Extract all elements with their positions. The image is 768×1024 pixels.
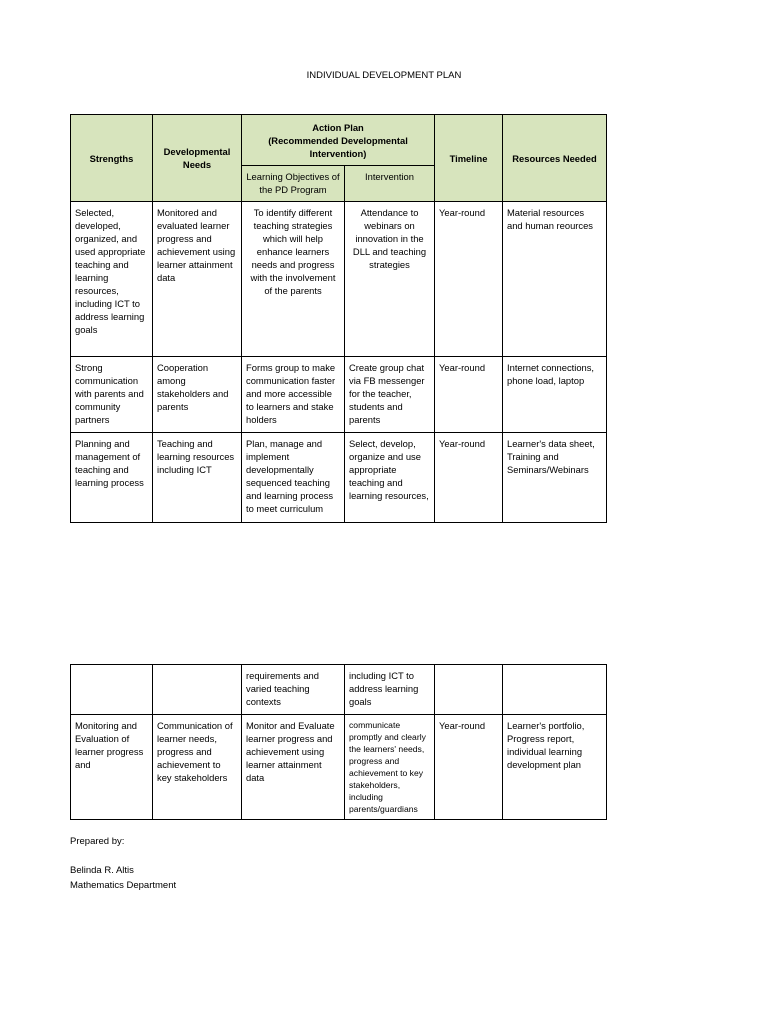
cell-objectives: Monitor and Evaluate learner progress and achievement using learner attainment data bbox=[242, 715, 345, 820]
cell-needs: Monitored and evaluated learner progress and achievement using learner attainment data bbox=[153, 202, 242, 357]
cell-intervention: Create group chat via FB messenger for the teacher, students and parents bbox=[345, 357, 435, 433]
cell-timeline bbox=[435, 665, 503, 715]
cell-strengths: Monitoring and Evaluation of learner progress and bbox=[71, 715, 153, 820]
cell-objectives: Forms group to make communication faster and more accessible to learners and stake holders bbox=[242, 357, 345, 433]
cell-resources: Material resources and human reources bbox=[503, 202, 607, 357]
cell-needs: Teaching and learning resources including ICT bbox=[153, 433, 242, 523]
cell-needs bbox=[153, 665, 242, 715]
table-row bbox=[71, 433, 607, 523]
cell-resources: Internet connections, phone load, laptop bbox=[503, 357, 607, 433]
prepared-by-label: Prepared by: bbox=[70, 836, 125, 847]
cell-objectives: requirements and varied teaching contexts bbox=[242, 665, 345, 715]
cell-needs: Cooperation among stakeholders and parents bbox=[153, 357, 242, 433]
cell-resources: Learner's portfolio, Progress report, individual learning development plan bbox=[503, 715, 607, 820]
cell-timeline: Year-round bbox=[435, 715, 503, 820]
development-plan-table-continued bbox=[70, 664, 607, 820]
header-strengths: Strengths bbox=[71, 115, 153, 202]
cell-resources bbox=[503, 665, 607, 715]
cell-intervention: Select, develop, organize and use appropriate teaching and learning resources, bbox=[345, 433, 435, 523]
table-row bbox=[71, 357, 607, 433]
table-row bbox=[71, 202, 607, 357]
document-title: INDIVIDUAL DEVELOPMENT PLAN bbox=[306, 70, 462, 81]
cell-timeline: Year-round bbox=[435, 202, 503, 357]
header-intervention: Intervention bbox=[345, 166, 435, 202]
cell-resources: Learner's data sheet, Training and Seminars/Webinars bbox=[503, 433, 607, 523]
cell-intervention: communicate promptly and clearly the learners' needs, progress and achievement to key stakeholders, including parents/guardians bbox=[345, 715, 435, 820]
cell-intervention: Attendance to webinars on innovation in the DLL and teaching strategies bbox=[345, 202, 435, 357]
header-learning-objectives: Learning Objectives of the PD Program bbox=[242, 166, 345, 202]
table-row bbox=[71, 715, 607, 820]
cell-timeline: Year-round bbox=[435, 357, 503, 433]
header-resources-needed: Resources Needed bbox=[503, 115, 607, 202]
cell-needs: Communication of learner needs, progress and achievement to key stakeholders bbox=[153, 715, 242, 820]
cell-strengths: Planning and management of teaching and learning process bbox=[71, 433, 153, 523]
cell-objectives: Plan, manage and implement developmentally sequenced teaching and learning process to meet curriculum bbox=[242, 433, 345, 523]
cell-strengths bbox=[71, 665, 153, 715]
preparer-department: Mathematics Department bbox=[70, 880, 177, 891]
header-action-plan-title: Action Plan bbox=[312, 121, 364, 133]
cell-strengths: Selected, developed, organized, and used appropriate teaching and learning resources, including ICT to address learning goals bbox=[71, 202, 153, 357]
header-timeline: Timeline bbox=[435, 115, 503, 202]
header-action-plan bbox=[242, 115, 435, 166]
cell-intervention: including ICT to address learning goals bbox=[345, 665, 435, 715]
cell-strengths: Strong communication with parents and community partners bbox=[71, 357, 153, 433]
header-action-plan-subtitle: (Recommended Developmental Intervention) bbox=[268, 134, 408, 159]
cell-timeline: Year-round bbox=[435, 433, 503, 523]
cell-objectives: To identify different teaching strategies which will help enhance learners needs and progress with the involvement of the parents bbox=[242, 202, 345, 357]
table-row bbox=[71, 665, 607, 715]
development-plan-table bbox=[70, 114, 607, 523]
header-developmental-needs: Developmental Needs bbox=[153, 115, 242, 202]
preparer-name: Belinda R. Altis bbox=[70, 865, 134, 876]
